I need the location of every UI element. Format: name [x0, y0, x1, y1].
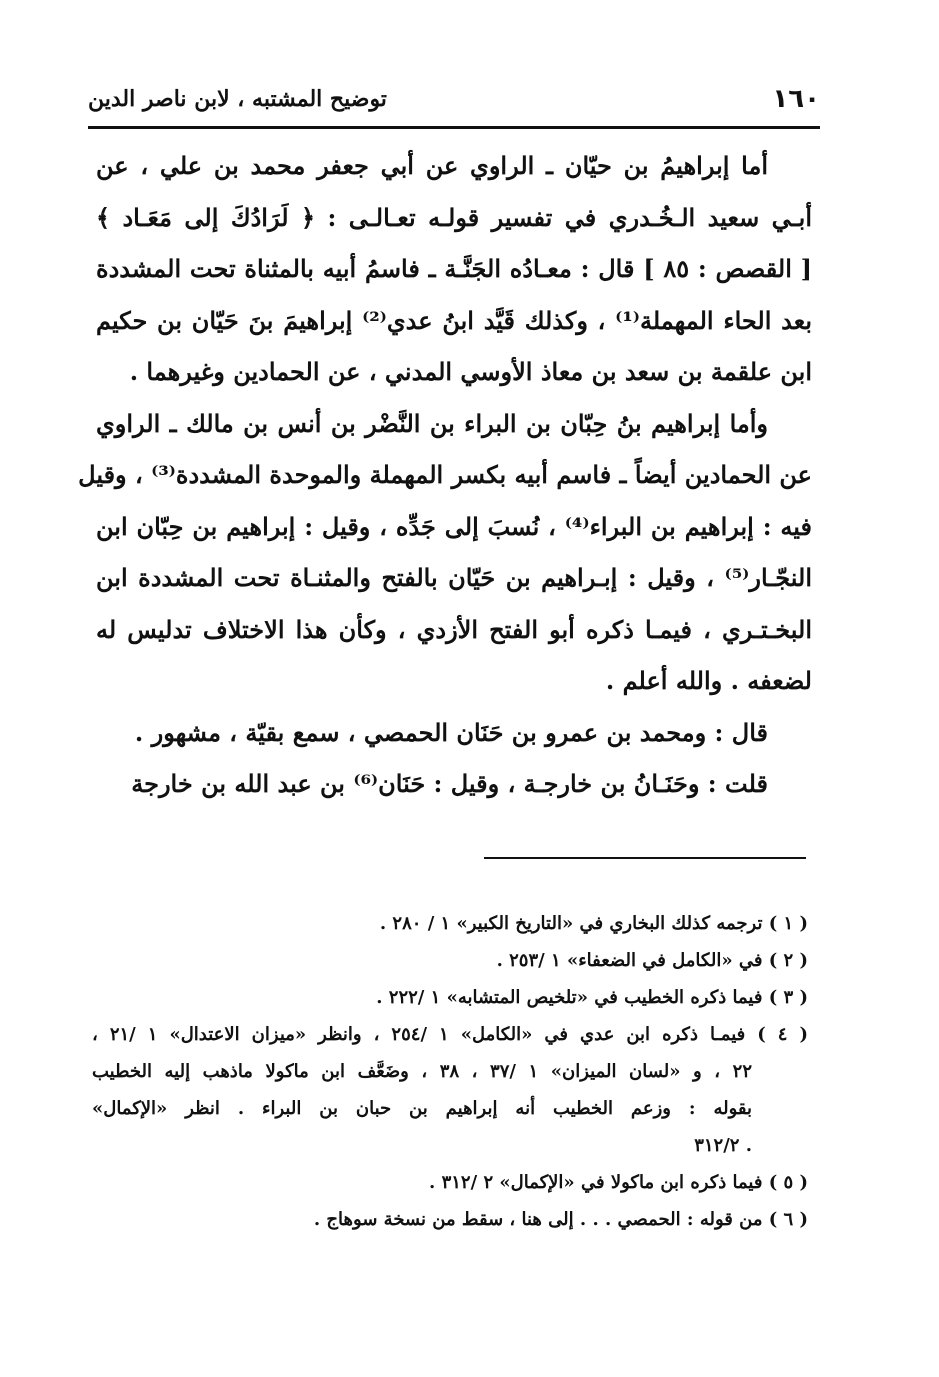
body-line: وأما إبراهيم بنُ حِبّان بن البراء بن النَّضْر بن أنس بن مالك ـ الراوي [96, 408, 768, 438]
page-header [88, 78, 820, 118]
body-line: [ القصص : ٨٥ ] قال : معـادُه الجَنَّـة ـ فاسمُ أبيه بالمثناة تحت المشددة [96, 254, 812, 283]
footnote-4: ( ٤ ) فيمـا ذكره ابن عدي في «الكامل» ١ /٢٥٤ ، وانظر «ميزان الاعتدال» ١ /٢١ ، [92, 1024, 808, 1045]
footnote-6: ( ٦ ) من قوله : الحمصي . . . إلى هنا ، سقط من نسخة سوهاج . [313, 1209, 808, 1230]
body-line: قلت : وحَنَـانُ بن خارجـة ، وقيل : حَنَان⁽⁶⁾ بن عبد الله بن خارجة [131, 769, 768, 798]
body-line: لضعفه . والله أعلم . [605, 666, 812, 695]
body-text [78, 140, 813, 810]
footnotes [92, 905, 808, 1238]
body-line: عن الحمادين أيضاً ـ فاسم أبيه بكسر المهملة والموحدة المشددة⁽³⁾ ، وقيل [78, 460, 812, 489]
body-line: قال : ومحمد بن عمرو بن حَنَان الحمصي ، سمع بقيّة ، مشهور . [134, 717, 768, 747]
running-title: توضيح المشتبه ، لابن ناصر الدين [88, 86, 387, 112]
footnote-1: ( ١ ) ترجمه كذلك البخاري في «التاريخ الكبير» ١ / ٢٨٠ . [379, 913, 808, 934]
body-line: النجّـار⁽⁵⁾ ، وقيل : إبـراهيم بن حَيّان بالفتح والمثنـاة تحت المشددة ابن [96, 563, 812, 592]
footnote-4-cont: ٢٢ ، و «لسان الميزان» ١ /٣٧ ، ٣٨ ، وضَعَّف ابن ماكولا ماذهب إليه الخطيب [92, 1061, 753, 1082]
body-line: بعد الحاء المهملة⁽¹⁾ ، وكذلك قَيَّد ابنُ عدي⁽²⁾ إبراهيمَ بنَ حَيّان بن حكيم [96, 305, 812, 335]
footnote-separator [484, 857, 806, 859]
footnote-4-cont: بقوله : وزعم الخطيب أنه إبراهيم بن حبان بن البراء . انظر «الإكمال» [92, 1098, 752, 1119]
body-line: ابن علقمة بن سعد بن معاذ الأوسي المدني ، عن الحمادين وغيرهما . [129, 357, 812, 386]
header-rule [88, 126, 820, 129]
body-line: أما إبراهيمُ بن حيّان ـ الراوي عن أبي جعفر محمد بن علي ، عن [96, 151, 768, 180]
footnote-3: ( ٣ ) فيما ذكره الخطيب في «تلخيص المتشابه» ١ /٢٢٢ . [376, 987, 808, 1008]
footnote-4-cont: . ٣١٢/٢ [694, 1135, 752, 1156]
page-number: ١٦٠ [772, 84, 820, 114]
footnote-2: ( ٢ ) في «الكامل في الضعفاء» ١ /٢٥٣ . [496, 950, 808, 971]
footnote-5: ( ٥ ) فيما ذكره ابن ماكولا في «الإكمال» ٢ /٣١٢ . [429, 1172, 808, 1193]
body-line: أبـي سعيد الـخُـدري في تفسير قولـه تعـالـى : ﴿ لَرَادُكَ إلى مَعَـاد ﴾ [96, 202, 812, 232]
body-line: البخـتـري ، فيمـا ذكره أبو الفتح الأزدي ، وكأن هذا الاختلاف تدليس له [96, 614, 812, 644]
body-line: فيه : إبراهيم بن البراء⁽⁴⁾ ، نُسبَ إلى جَدِّه ، وقيل : إبراهيم بن حِبّان ابن [96, 511, 813, 541]
